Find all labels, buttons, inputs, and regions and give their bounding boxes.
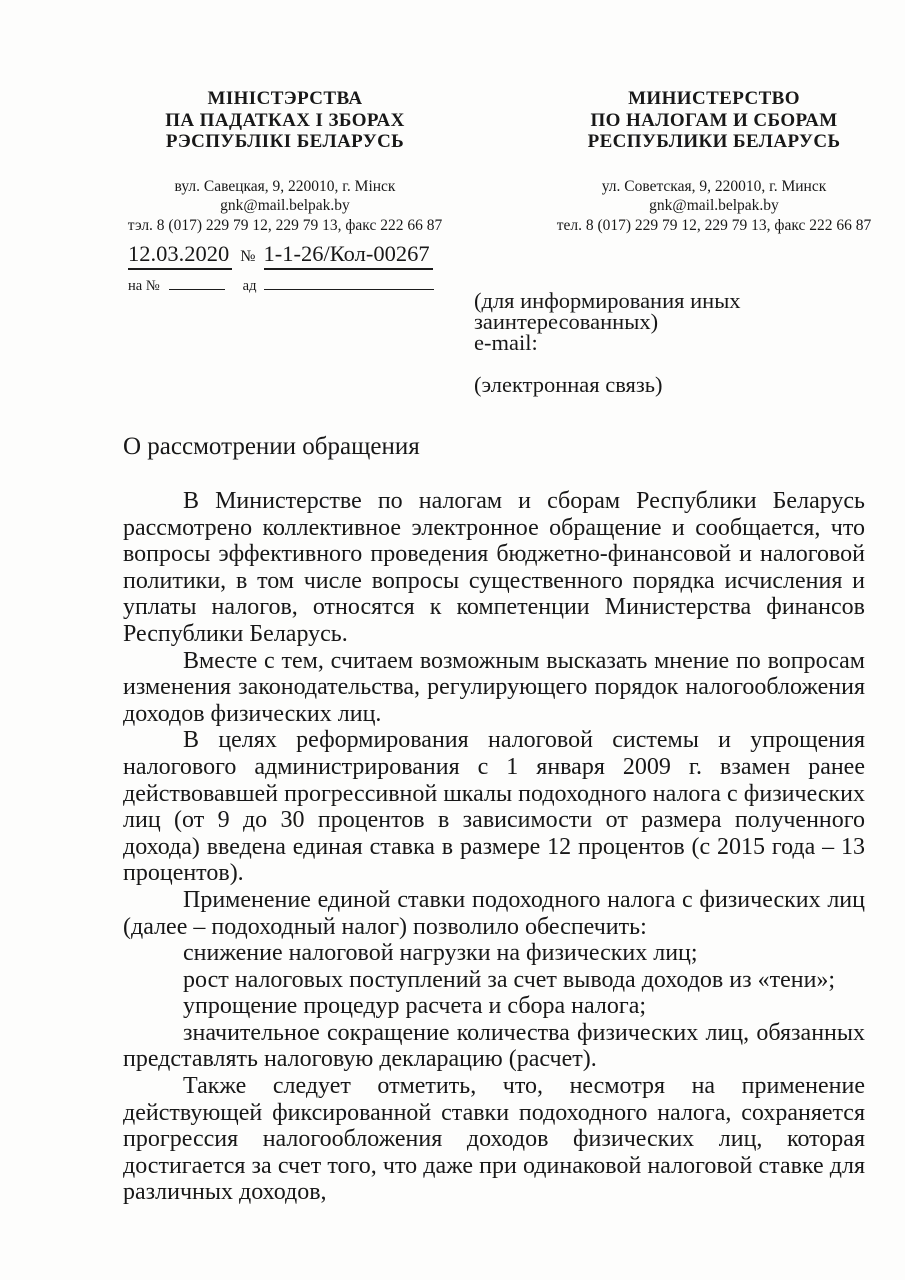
number-sign: №: [240, 248, 256, 265]
addressee-line: (для информирования иных: [474, 288, 741, 313]
body-list-item: значительное сокращение количества физических лиц, обязанных представлять налоговую декларацию (расчет).: [123, 1019, 865, 1073]
phone-line: тел. 8 (017) 229 79 12, 229 79 13, факс 222 66 87: [556, 216, 872, 234]
ministry-title-ru-line: ПО НАЛОГАМ И СБОРАМ: [590, 109, 838, 131]
letter-date: 12.03.2020: [128, 241, 232, 270]
addressee-block: [474, 290, 804, 395]
letter-body: [123, 488, 865, 1206]
email-line: gnk@mail.belpak.by: [220, 197, 350, 214]
ministry-address-ru: [521, 177, 905, 236]
body-paragraph: Применение единой ставки подоходного налога с физических лиц (далее – подоходный налог) позволило обеспечить:: [123, 886, 865, 940]
ministry-address-be: [92, 177, 478, 236]
ministry-title-ru: [521, 88, 905, 153]
ministry-title-be-line: ПА ПАДАТКАХ І ЗБОРАХ: [165, 109, 405, 131]
body-list-item: упрощение процедур расчета и сбора налога;: [183, 993, 647, 1020]
body-list-item: снижение налоговой нагрузки на физических лиц;: [183, 940, 698, 967]
ministry-title-ru-line: РЕСПУБЛИКИ БЕЛАРУСЬ: [587, 131, 841, 152]
outgoing-reference: [128, 241, 434, 270]
reply-date-label: ад: [242, 278, 257, 294]
body-paragraph: В целях реформирования налоговой системы и упрощения налогового администрирования с 1 января 2009 г. взамен ранее действовавшей прогрессивной шкалы подоходного налога с физических лиц (от 9 до 30 процентов в зависимости от размера полученного дохода) введена единая ставка в размере 12 процентов (с 2015 года – 13 процентов).: [123, 727, 865, 887]
email-line: gnk@mail.belpak.by: [649, 197, 779, 214]
body-paragraph: В Министерстве по налогам и сборам Республики Беларусь рассмотрено коллективное электронное обращение и сообщается, что вопросы эффективного проведения бюджетно-финансовой и налоговой политики, в том числе вопросы существенного порядка исчисления и уплаты налогов, относятся к компетенции Министерства финансов Республики Беларусь.: [123, 488, 865, 647]
incoming-reference: [128, 275, 434, 295]
address-line: ул. Советская, 9, 220010, г. Минск: [601, 177, 827, 195]
phone-line: тэл. 8 (017) 229 79 12, 229 79 13, факс 222 66 87: [127, 216, 443, 234]
reference-block: [128, 241, 434, 295]
ministry-title-be: [92, 88, 478, 153]
body-list-item: рост налоговых поступлений за счет вывода доходов из «тени»;: [183, 966, 836, 993]
reply-date-blank: [264, 275, 434, 290]
body-paragraph: Также следует отметить, что, несмотря на применение действующей фиксированной ставки подоходного налога, сохраняется прогрессия налогообложения доходов физических лиц, которая достигается за счет того, что даже при одинаковой налоговой ставке для различных доходов,: [123, 1073, 865, 1206]
letterhead-russian: [521, 88, 905, 235]
addressee-line: заинтересованных): [474, 309, 659, 334]
subject-line: О рассмотрении обращения: [123, 433, 420, 460]
reply-label: на №: [128, 278, 160, 294]
reply-number-blank: [169, 275, 225, 290]
addressee-line-blank: [474, 353, 804, 374]
ministry-title-ru-line: МИНИСТЕРСТВО: [628, 88, 800, 109]
letterhead-belarusian: [92, 88, 478, 235]
addressee-line: e-mail:: [474, 330, 538, 355]
ministry-title-be-line: РЭСПУБЛІКІ БЕЛАРУСЬ: [165, 131, 405, 152]
ministry-title-be-line: МІНІСТЭРСТВА: [207, 88, 363, 109]
letter-number: 1-1-26/Кол-00267: [264, 241, 433, 270]
address-line: вул. Савецкая, 9, 220010, г. Мінск: [174, 177, 396, 195]
addressee-line: (электронная связь): [474, 372, 663, 397]
body-paragraph: Вместе с тем, считаем возможным высказать мнение по вопросам изменения законодательства, регулирующего порядок налогообложения доходов физических лиц.: [123, 647, 865, 727]
